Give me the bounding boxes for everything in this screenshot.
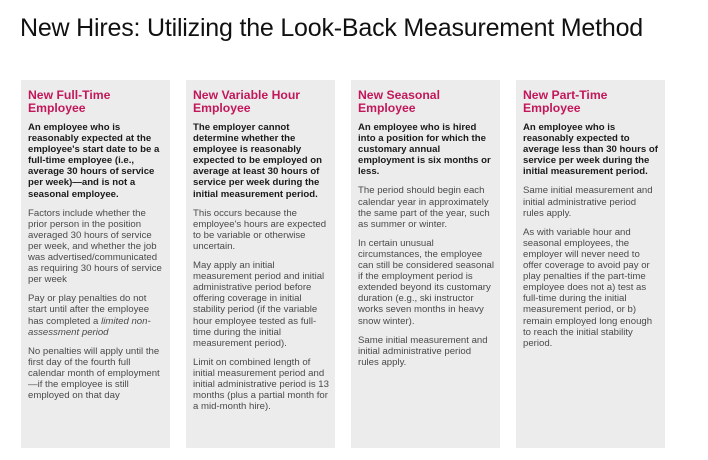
seasonal-rules: Same initial measurement and initial administrative period rules apply. xyxy=(358,334,488,368)
heading-line: Employee xyxy=(28,101,86,115)
full-time-panel xyxy=(21,80,170,448)
part-time-rules: Same initial measurement and initial administrative period rules apply. xyxy=(523,185,653,219)
variable-hour-limit: Limit on combined length of initial measurement period and initial administrative period is 13 months (plus a partial month for a mid-month hire). xyxy=(193,356,329,413)
variable-hour-reason: This occurs because the employee's hours are expected to be variable or otherwise uncertain. xyxy=(193,207,327,252)
page-title: New Hires: Utilizing the Look-Back Measurement Method xyxy=(20,14,643,42)
variable-hour-definition: The employer cannot determine whether the employee is reasonably expected to be employed on average at least 30 hours of service per week during the initial measurement period. xyxy=(193,122,323,200)
seasonal-panel xyxy=(351,80,500,448)
full-time-penalties xyxy=(28,293,164,337)
seasonal-definition: An employee who is hired into a position for which the customary annual employment is six months or less. xyxy=(358,122,491,178)
heading-line: Employee xyxy=(358,101,416,115)
heading-line: New Part-Time xyxy=(523,88,608,102)
heading-line: New Seasonal xyxy=(358,88,440,102)
heading-line: Employee xyxy=(523,101,581,115)
part-time-definition: An employee who is reasonably expected to average less than 30 hours of service per week during the initial measurement period. xyxy=(523,122,658,178)
full-time-heading xyxy=(28,89,164,115)
variable-hour-measurement: May apply an initial measurement period and initial administrative period before offering coverage in initial stability period (if the variable hour employee tested as full-time during the initial measurement period). xyxy=(193,260,325,349)
variable-hour-heading xyxy=(193,89,329,115)
variable-hour-panel xyxy=(186,80,335,448)
part-time-heading xyxy=(523,89,659,115)
full-time-no-penalties: No penalties will apply until the first day of the fourth full calendar month of employment—if the employee is still employed on that day xyxy=(28,345,160,402)
full-time-definition: An employee who is reasonably expected at the employee's start date to be a full-time employee (i.e., average 30 hours of service per week)—and is not a seasonal employee. xyxy=(28,122,160,200)
heading-line: New Variable Hour xyxy=(193,88,301,102)
full-time-factors: Factors include whether the prior person in the position averaged 30 hours of service per week, and whether the job was advertised/communicated as requiring 30 hours of service per week xyxy=(28,207,162,286)
seasonal-exception: In certain unusual circumstances, the employee can still be considered seasonal if the employment period is extended beyond its customary duration (e.g., ski instructor works seven months in heavy snow winter). xyxy=(358,237,494,327)
part-time-coverage: As with variable hour and seasonal employees, the employer will never need to offer coverage to avoid pay or play penalties if the part-time employee does not a) test as full-time during the initial measurement period, or b) remain employed long enough to reach the initial stability period. xyxy=(523,226,653,349)
non-assessment-term: limited non-assessment period xyxy=(28,315,151,338)
seasonal-period: The period should begin each calendar year in approximately the same part of the year, such as summer or winter. xyxy=(358,185,490,230)
penalty-text: Pay or play penalties do not start until after the employee has completed a xyxy=(28,293,150,327)
heading-line: Employee xyxy=(193,101,251,115)
heading-line: New Full-Time xyxy=(28,88,111,102)
seasonal-heading xyxy=(358,89,494,115)
part-time-panel xyxy=(516,80,665,448)
